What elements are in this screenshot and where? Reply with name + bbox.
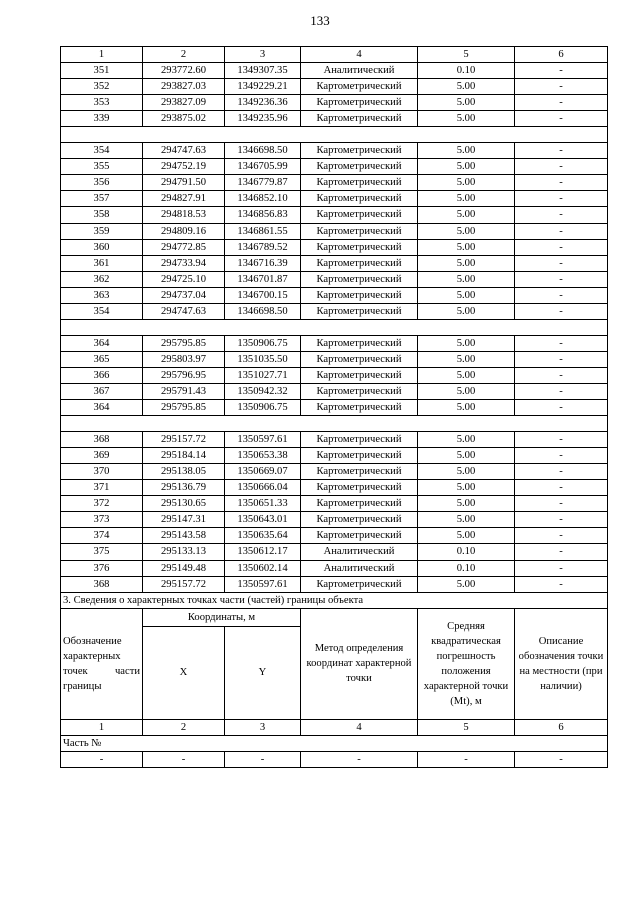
table-cell: Картометрический: [301, 512, 418, 528]
boundary-points-table: [60, 46, 608, 768]
table-cell: Картометрический: [301, 528, 418, 544]
table-cell: 1350666.04: [225, 480, 301, 496]
table-row: [61, 63, 608, 79]
table-cell: 295157.72: [143, 432, 225, 448]
table-cell: 356: [61, 175, 143, 191]
table-cell: -: [515, 271, 608, 287]
table-cell: 371: [61, 480, 143, 496]
table-row: [61, 79, 608, 95]
table-cell: -: [515, 159, 608, 175]
table-cell: 1346716.39: [225, 255, 301, 271]
table-cell: -: [61, 751, 143, 767]
table-cell: -: [515, 207, 608, 223]
table-cell: Картометрический: [301, 383, 418, 399]
table-cell: 294725.10: [143, 271, 225, 287]
table-cell: -: [225, 751, 301, 767]
table-cell: -: [418, 751, 515, 767]
table-cell: Картометрический: [301, 367, 418, 383]
column-number-cell: 3: [225, 47, 301, 63]
table-cell: 361: [61, 255, 143, 271]
table-row: [61, 255, 608, 271]
table-cell: Картометрический: [301, 191, 418, 207]
table-cell: -: [515, 95, 608, 111]
table-cell: Картометрический: [301, 79, 418, 95]
table-cell: Картометрический: [301, 576, 418, 592]
table-cell: 1346779.87: [225, 175, 301, 191]
table-row: [61, 400, 608, 416]
table-cell: 1349229.21: [225, 79, 301, 95]
table-row: [61, 576, 608, 592]
table-row: [61, 223, 608, 239]
table-cell: 1350602.14: [225, 560, 301, 576]
table-cell: 293772.60: [143, 63, 225, 79]
table-cell: 295803.97: [143, 351, 225, 367]
table-cell: 5.00: [418, 191, 515, 207]
table-cell: 5.00: [418, 111, 515, 127]
table-cell: 362: [61, 271, 143, 287]
table-cell: 374: [61, 528, 143, 544]
table-row: [61, 111, 608, 127]
table-cell: 295136.79: [143, 480, 225, 496]
table-cell: -: [515, 239, 608, 255]
table-row: [61, 432, 608, 448]
table-cell: 294733.94: [143, 255, 225, 271]
table-cell: 5.00: [418, 576, 515, 592]
table-cell: 360: [61, 239, 143, 255]
blank-cell: [61, 127, 608, 143]
column-number-cell: 4: [301, 47, 418, 63]
table-cell: Картометрический: [301, 496, 418, 512]
table-cell: 1346698.50: [225, 303, 301, 319]
table-cell: 293827.03: [143, 79, 225, 95]
table-cell: 369: [61, 448, 143, 464]
table-cell: Картометрический: [301, 239, 418, 255]
header-method: Метод определения координат характерной точки: [301, 608, 418, 719]
table-cell: 5.00: [418, 95, 515, 111]
table-row: [61, 175, 608, 191]
table-cell: 5.00: [418, 383, 515, 399]
table-row: [61, 207, 608, 223]
table-cell: 1351027.71: [225, 367, 301, 383]
table-cell: 5.00: [418, 303, 515, 319]
table-cell: 372: [61, 496, 143, 512]
table-cell: 368: [61, 576, 143, 592]
table-row: [61, 448, 608, 464]
table-cell: Аналитический: [301, 63, 418, 79]
column-number-cell: 1: [61, 719, 143, 735]
table-cell: Картометрический: [301, 335, 418, 351]
table-cell: 365: [61, 351, 143, 367]
table-cell: Картометрический: [301, 480, 418, 496]
table-cell: 5.00: [418, 448, 515, 464]
table-cell: -: [515, 480, 608, 496]
column-number-cell: 3: [225, 719, 301, 735]
table-cell: Аналитический: [301, 544, 418, 560]
blank-separator-row: [61, 416, 608, 432]
table-row: [61, 383, 608, 399]
table-cell: 5.00: [418, 367, 515, 383]
table-row: [61, 367, 608, 383]
table-cell: 363: [61, 287, 143, 303]
header-y: Y: [225, 626, 301, 719]
table-cell: -: [515, 496, 608, 512]
table-row: [61, 512, 608, 528]
table-cell: 353: [61, 95, 143, 111]
table-cell: 339: [61, 111, 143, 127]
table-cell: 294752.19: [143, 159, 225, 175]
table-cell: -: [143, 751, 225, 767]
table-cell: 1346705.99: [225, 159, 301, 175]
table-cell: Картометрический: [301, 448, 418, 464]
table-row: [61, 464, 608, 480]
table-cell: -: [515, 111, 608, 127]
table-cell: 5.00: [418, 480, 515, 496]
table-cell: -: [301, 751, 418, 767]
table-row: [61, 496, 608, 512]
table-cell: 295184.14: [143, 448, 225, 464]
table-cell: -: [515, 191, 608, 207]
table-cell: -: [515, 576, 608, 592]
part-label-row: [61, 735, 608, 751]
table-cell: 1350643.01: [225, 512, 301, 528]
table-cell: 0.10: [418, 560, 515, 576]
table-cell: 294791.50: [143, 175, 225, 191]
table-cell: 1350597.61: [225, 432, 301, 448]
table-cell: 5.00: [418, 432, 515, 448]
table-cell: -: [515, 143, 608, 159]
table-row: [61, 303, 608, 319]
table-cell: 1346700.15: [225, 287, 301, 303]
table-cell: -: [515, 464, 608, 480]
table-cell: 294772.85: [143, 239, 225, 255]
table-cell: 1346861.55: [225, 223, 301, 239]
table-cell: Картометрический: [301, 143, 418, 159]
table-cell: 5.00: [418, 223, 515, 239]
table-cell: -: [515, 63, 608, 79]
page-number: 133: [310, 13, 330, 28]
table-row: [61, 143, 608, 159]
table-row: [61, 95, 608, 111]
table-cell: 295157.72: [143, 576, 225, 592]
table-row: [61, 271, 608, 287]
table-cell: 1350612.17: [225, 544, 301, 560]
blank-cell: [61, 416, 608, 432]
header-description: Описание обозначения точки на местности (при наличии): [515, 608, 608, 719]
table-cell: 1351035.50: [225, 351, 301, 367]
table-cell: 351: [61, 63, 143, 79]
table-cell: -: [515, 512, 608, 528]
table-cell: 1350653.38: [225, 448, 301, 464]
table-cell: -: [515, 448, 608, 464]
table-cell: 293875.02: [143, 111, 225, 127]
table-cell: -: [515, 223, 608, 239]
table-cell: 1350669.07: [225, 464, 301, 480]
table-cell: 295138.05: [143, 464, 225, 480]
table-cell: 354: [61, 143, 143, 159]
table-cell: -: [515, 383, 608, 399]
table-cell: 0.10: [418, 63, 515, 79]
table-cell: 366: [61, 367, 143, 383]
table-cell: 1350906.75: [225, 335, 301, 351]
column-number-cell: 4: [301, 719, 418, 735]
table-cell: 373: [61, 512, 143, 528]
table-cell: 368: [61, 432, 143, 448]
table-cell: 294827.91: [143, 191, 225, 207]
header-accuracy: Средняя квадратическая погрешность положения характерной точки (Mt), м: [418, 608, 515, 719]
table-cell: 5.00: [418, 512, 515, 528]
table-cell: Картометрический: [301, 207, 418, 223]
table-cell: 1346698.50: [225, 143, 301, 159]
column-number-cell: 2: [143, 719, 225, 735]
table-cell: 295795.85: [143, 400, 225, 416]
table-row: [61, 528, 608, 544]
table-cell: 1346856.83: [225, 207, 301, 223]
table-row: [61, 239, 608, 255]
table-cell: 364: [61, 335, 143, 351]
section3-header-row-a: [61, 608, 608, 626]
table-cell: 5.00: [418, 271, 515, 287]
table-cell: 0.10: [418, 544, 515, 560]
table-cell: 5.00: [418, 351, 515, 367]
table-cell: 5.00: [418, 175, 515, 191]
header-point-designation: Обозначение характерных точек части границы: [61, 608, 143, 719]
table-cell: 358: [61, 207, 143, 223]
table-cell: 5.00: [418, 159, 515, 175]
table-cell: 5.00: [418, 207, 515, 223]
table-row: [61, 480, 608, 496]
column-number-row: [61, 47, 608, 63]
table-row: [61, 544, 608, 560]
table-cell: 1349236.36: [225, 95, 301, 111]
table-cell: Аналитический: [301, 560, 418, 576]
table-cell: 295130.65: [143, 496, 225, 512]
table-cell: Картометрический: [301, 223, 418, 239]
table-cell: 367: [61, 383, 143, 399]
blank-cell: [61, 319, 608, 335]
table-cell: 5.00: [418, 143, 515, 159]
table-cell: 5.00: [418, 496, 515, 512]
table-cell: Картометрический: [301, 400, 418, 416]
column-number-cell: 5: [418, 719, 515, 735]
table-cell: -: [515, 303, 608, 319]
table-cell: 1346701.87: [225, 271, 301, 287]
table-cell: 1349307.35: [225, 63, 301, 79]
part-label: Часть №: [61, 735, 608, 751]
table-cell: -: [515, 175, 608, 191]
table-row: [61, 335, 608, 351]
table-cell: 294809.16: [143, 223, 225, 239]
table-cell: 294737.04: [143, 287, 225, 303]
table-body: [61, 47, 608, 768]
table-cell: -: [515, 528, 608, 544]
section3-title-row: [61, 592, 608, 608]
table-row: [61, 287, 608, 303]
table-cell: 1350906.75: [225, 400, 301, 416]
table-cell: 364: [61, 400, 143, 416]
section3-title: 3. Сведения о характерных точках части (частей) границы объекта: [61, 592, 608, 608]
table-cell: -: [515, 351, 608, 367]
table-cell: 5.00: [418, 464, 515, 480]
table-cell: -: [515, 544, 608, 560]
table-cell: 5.00: [418, 255, 515, 271]
empty-data-row: [61, 751, 608, 767]
table-cell: 295133.13: [143, 544, 225, 560]
table-cell: Картометрический: [301, 255, 418, 271]
table-cell: Картометрический: [301, 111, 418, 127]
table-cell: 5.00: [418, 528, 515, 544]
table-cell: 359: [61, 223, 143, 239]
table-cell: 1350651.33: [225, 496, 301, 512]
table-cell: -: [515, 287, 608, 303]
table-cell: 1350597.61: [225, 576, 301, 592]
table-cell: -: [515, 751, 608, 767]
table-cell: -: [515, 560, 608, 576]
header-coordinates: Координаты, м: [143, 608, 301, 626]
table-cell: 1346852.10: [225, 191, 301, 207]
table-cell: 375: [61, 544, 143, 560]
table-cell: 295147.31: [143, 512, 225, 528]
table-cell: 1349235.96: [225, 111, 301, 127]
table-cell: Картометрический: [301, 95, 418, 111]
table-cell: Картометрический: [301, 287, 418, 303]
table-cell: 5.00: [418, 79, 515, 95]
table-cell: Картометрический: [301, 175, 418, 191]
table-cell: -: [515, 255, 608, 271]
section3-column-number-row: [61, 719, 608, 735]
table-cell: Картометрический: [301, 271, 418, 287]
table-cell: 1350942.32: [225, 383, 301, 399]
blank-separator-row: [61, 127, 608, 143]
table-cell: 5.00: [418, 335, 515, 351]
table-cell: 376: [61, 560, 143, 576]
table-cell: 295795.85: [143, 335, 225, 351]
table-cell: 295143.58: [143, 528, 225, 544]
table-cell: 295149.48: [143, 560, 225, 576]
table-row: [61, 159, 608, 175]
header-x: X: [143, 626, 225, 719]
table-row: [61, 560, 608, 576]
table-cell: Картометрический: [301, 159, 418, 175]
table-cell: 355: [61, 159, 143, 175]
table-cell: 354: [61, 303, 143, 319]
column-number-cell: 6: [515, 719, 608, 735]
column-number-cell: 5: [418, 47, 515, 63]
table-cell: 294818.53: [143, 207, 225, 223]
column-number-cell: 6: [515, 47, 608, 63]
table-cell: 295791.43: [143, 383, 225, 399]
table-cell: Картометрический: [301, 464, 418, 480]
table-cell: 357: [61, 191, 143, 207]
blank-separator-row: [61, 319, 608, 335]
table-cell: 5.00: [418, 239, 515, 255]
table-cell: 352: [61, 79, 143, 95]
table-cell: Картометрический: [301, 432, 418, 448]
table-row: [61, 191, 608, 207]
table-cell: -: [515, 79, 608, 95]
table-cell: 293827.09: [143, 95, 225, 111]
table-cell: Картометрический: [301, 351, 418, 367]
table-cell: 5.00: [418, 287, 515, 303]
table-cell: -: [515, 432, 608, 448]
table-row: [61, 351, 608, 367]
table-cell: 5.00: [418, 400, 515, 416]
table-cell: 370: [61, 464, 143, 480]
table-cell: Картометрический: [301, 303, 418, 319]
table-cell: 295796.95: [143, 367, 225, 383]
table-cell: -: [515, 335, 608, 351]
table-cell: -: [515, 400, 608, 416]
table-cell: 1346789.52: [225, 239, 301, 255]
table-cell: 294747.63: [143, 143, 225, 159]
table-cell: 294747.63: [143, 303, 225, 319]
table-cell: 1350635.64: [225, 528, 301, 544]
column-number-cell: 1: [61, 47, 143, 63]
table-cell: -: [515, 367, 608, 383]
column-number-cell: 2: [143, 47, 225, 63]
